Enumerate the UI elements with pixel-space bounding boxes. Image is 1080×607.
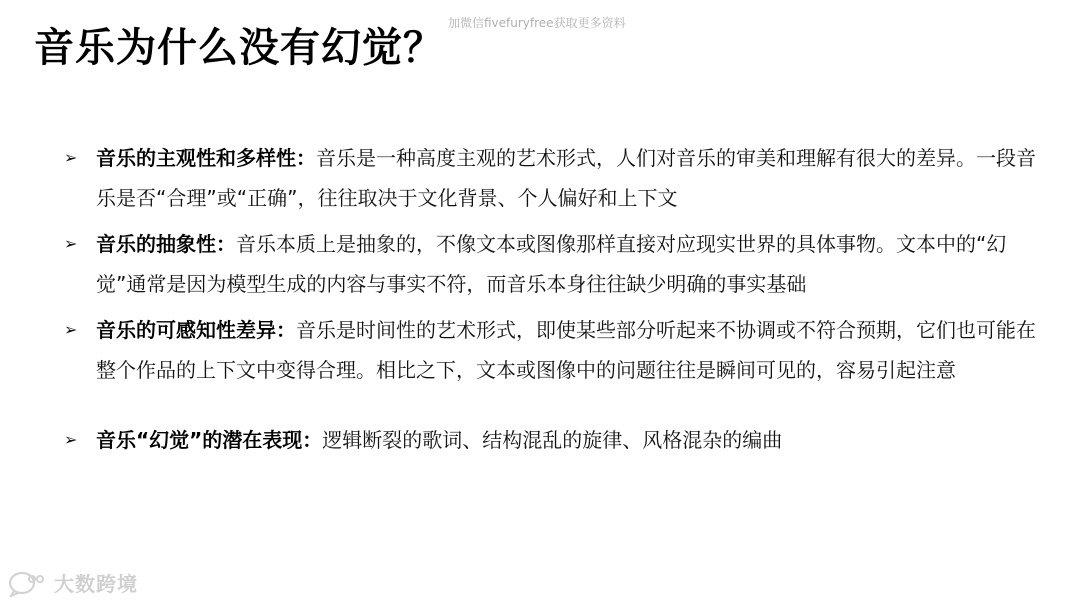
bullet-item-perceptibility: [64, 310, 1044, 390]
bullet-heading: 音乐的主观性和多样性：: [96, 146, 316, 170]
bullet-text: 逻辑断裂的歌词、结构混乱的旋律、风格混杂的编曲: [322, 428, 783, 452]
slide-title: 音乐为什么没有幻觉？: [34, 25, 444, 71]
bullet-item-subjectivity: [64, 138, 1044, 218]
footer-logo: [8, 568, 138, 597]
bullet-heading: 音乐“幻觉”的潜在表现：: [96, 428, 323, 452]
bullet-text: 音乐本质上是抽象的，不像文本或图像那样直接对应现实世界的具体事物。文本中的“幻觉”通常是因为模型生成的内容与事实不符，而音乐本身往往缺少明确的事实基础: [96, 232, 1007, 296]
bullet-text: 音乐是时间性的艺术形式，即使某些部分听起来不协调或不符合预期，它们也可能在整个作品的上下文中变得合理。相比之下，文本或图像中的问题往往是瞬间可见的，容易引起注意: [96, 318, 1036, 382]
bullet-text: 音乐是一种高度主观的艺术形式，人们对音乐的审美和理解有很大的差异。一段音乐是否“合理”或“正确”，往往取决于文化背景、个人偏好和上下文: [96, 146, 1036, 210]
bullet-item-abstraction: [64, 224, 1044, 304]
bullet-list: [64, 138, 1044, 460]
arrow-bullet-icon: ➢: [64, 234, 78, 253]
arrow-bullet-icon: ➢: [64, 320, 78, 339]
arrow-bullet-icon: ➢: [64, 148, 78, 167]
footer-logo-text: 大数跨境: [54, 572, 138, 596]
bullet-item-manifestation: [64, 420, 1044, 460]
arrow-bullet-icon: ➢: [64, 430, 78, 449]
wechat-logo-icon: [8, 569, 48, 597]
top-watermark: 加微信fivefuryfree获取更多资料: [448, 16, 626, 30]
bullet-heading: 音乐的抽象性：: [96, 232, 236, 256]
bullet-heading: 音乐的可感知性差异：: [96, 318, 296, 342]
